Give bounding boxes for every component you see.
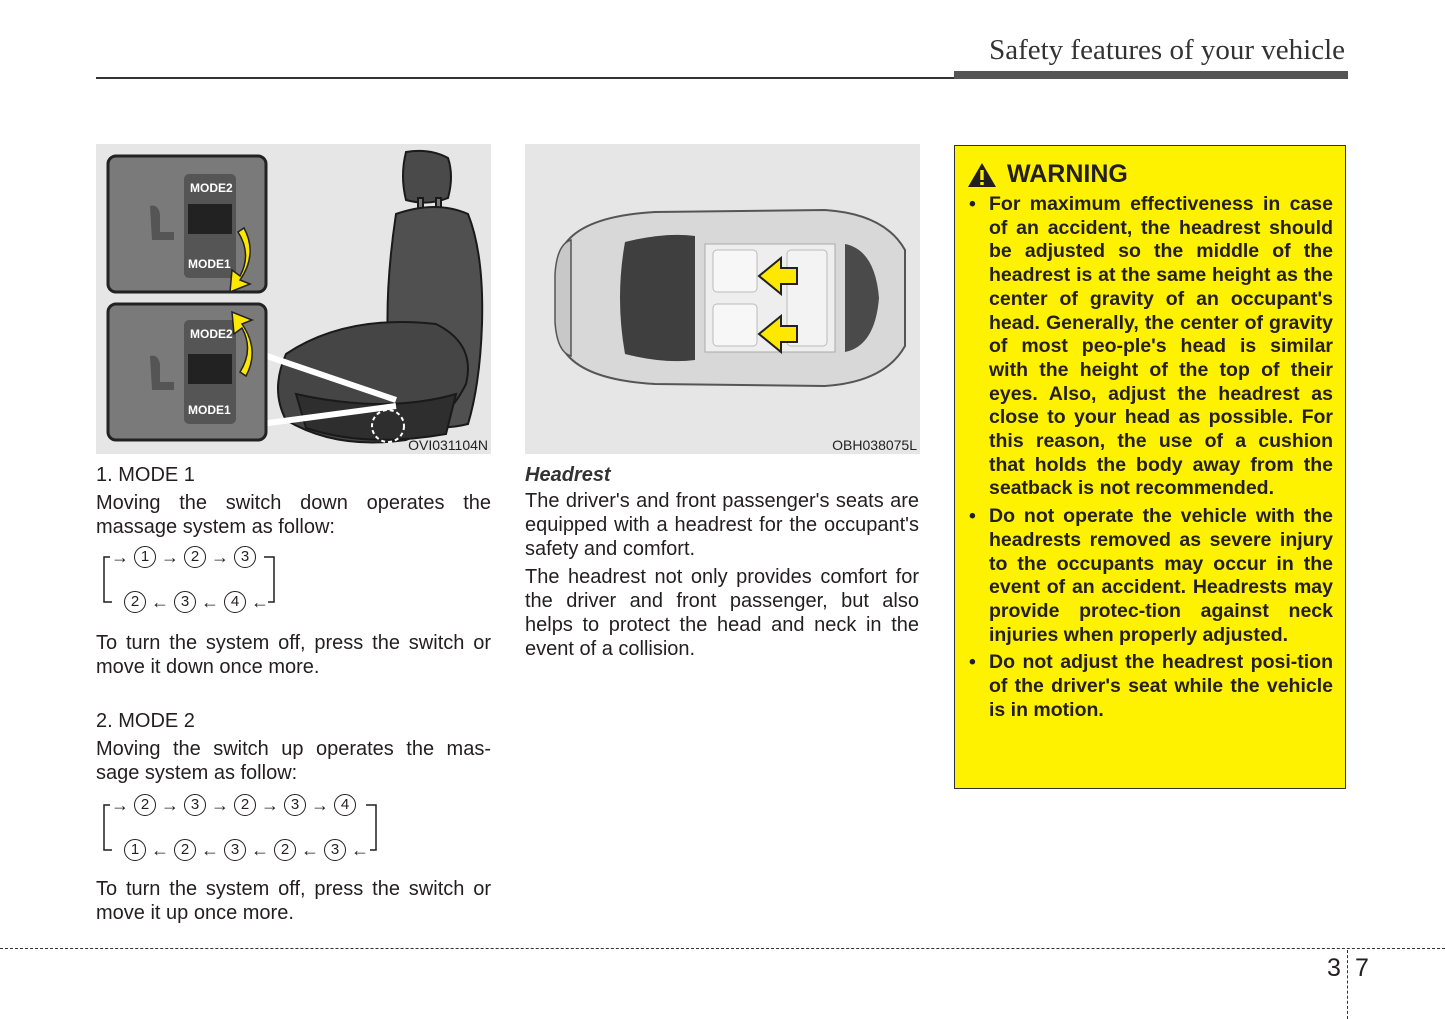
page-header-title: Safety features of your vehicle	[989, 34, 1345, 66]
step-circle: 3	[184, 794, 206, 816]
step-circle: 1	[134, 546, 156, 568]
figure-code: OBH038075L	[832, 437, 917, 453]
step-circle: 1	[124, 839, 146, 861]
middle-column	[525, 463, 919, 661]
mode1-sequence: → 1 → 2 → 3 2 ← 3 ← 4 ←	[100, 547, 491, 619]
left-column	[96, 463, 491, 925]
step-circle: 2	[134, 794, 156, 816]
warning-title-text: WARNING	[1007, 160, 1128, 188]
warning-title	[967, 160, 1333, 189]
step-circle: 3	[324, 839, 346, 861]
step-circle: 3	[224, 839, 246, 861]
mode1-description: Moving the switch down operates the massage system as follow:	[96, 492, 491, 538]
seat-illustration	[96, 144, 491, 454]
step-circle: 3	[284, 794, 306, 816]
switch-label-mode1: MODE1	[188, 257, 231, 271]
mode2-heading: 2. MODE 2	[96, 710, 195, 732]
warning-item: • For maximum effectiveness in case of an accident, the headrest should be adjusted so the middle of the headrest is at the same height as the center of gravity of an occupant's head. Generally, the center of gravity of most peo-ple's head is similar with the height of the top of their eyes. Also, adjust the headrest as close to your head as possible. For this reason, the use of a cushion that holds the body away from the seatback is not recommended.	[967, 193, 1333, 501]
switch-label-mode2-lower: MODE2	[190, 327, 233, 341]
step-circle: 2	[274, 839, 296, 861]
header-rule	[96, 77, 954, 79]
car-top-view-icon	[525, 144, 920, 454]
figure-code: OVI031104N	[408, 437, 488, 453]
warning-item: • Do not adjust the headrest posi-tion of the driver's seat while the vehicle is in motion.	[967, 651, 1333, 722]
warning-triangle-icon	[967, 162, 997, 188]
warning-list	[967, 193, 1333, 722]
switch-label-mode2: MODE2	[190, 181, 233, 195]
headrest-paragraph-2: The headrest not only provides comfort for the driver and front passenger, but also helps to protect the head and neck in the event of a collision.	[525, 566, 919, 660]
header-bar	[954, 71, 1348, 79]
page-number-divider	[1347, 950, 1348, 1019]
step-circle: 2	[234, 794, 256, 816]
mode1-heading: 1. MODE 1	[96, 464, 195, 486]
warning-box	[954, 145, 1346, 789]
car-headrest-figure	[525, 144, 920, 454]
switch-label-mode1-lower: MODE1	[188, 403, 231, 417]
step-circle: 2	[124, 591, 146, 613]
headrest-paragraph-1: The driver's and front passenger's seats are equipped with a headrest for the occupant's safety and comfort.	[525, 490, 919, 560]
mode1-off-text: To turn the system off, press the switch or move it down once more.	[96, 632, 491, 678]
seat-icon	[278, 151, 482, 443]
chapter-number: 3	[1327, 954, 1341, 982]
step-circle: 4	[224, 591, 246, 613]
headrest-heading: Headrest	[525, 464, 611, 486]
seat-massage-switch-figure	[96, 144, 491, 454]
step-circle: 3	[234, 546, 256, 568]
mode2-sequence: → 2 → 3 → 2 → 3 → 4 1 ← 2 ← 3 ← 2 ← 3 ←	[100, 793, 491, 867]
warning-item: • Do not operate the vehicle with the headrests removed as severe injury to the occupants may occur in the event of an accident. Headrests may provide protec-tion against neck injuries when properly adjusted.	[967, 505, 1333, 647]
step-circle: 2	[184, 546, 206, 568]
step-circle: 3	[174, 591, 196, 613]
step-circle: 4	[334, 794, 356, 816]
footer-rule	[0, 948, 1445, 949]
mode2-off-text: To turn the system off, press the switch or move it up once more.	[96, 878, 491, 924]
page-number: 7	[1355, 954, 1369, 982]
step-circle: 2	[174, 839, 196, 861]
mode2-description: Moving the switch up operates the mas-sage system as follow:	[96, 738, 491, 784]
